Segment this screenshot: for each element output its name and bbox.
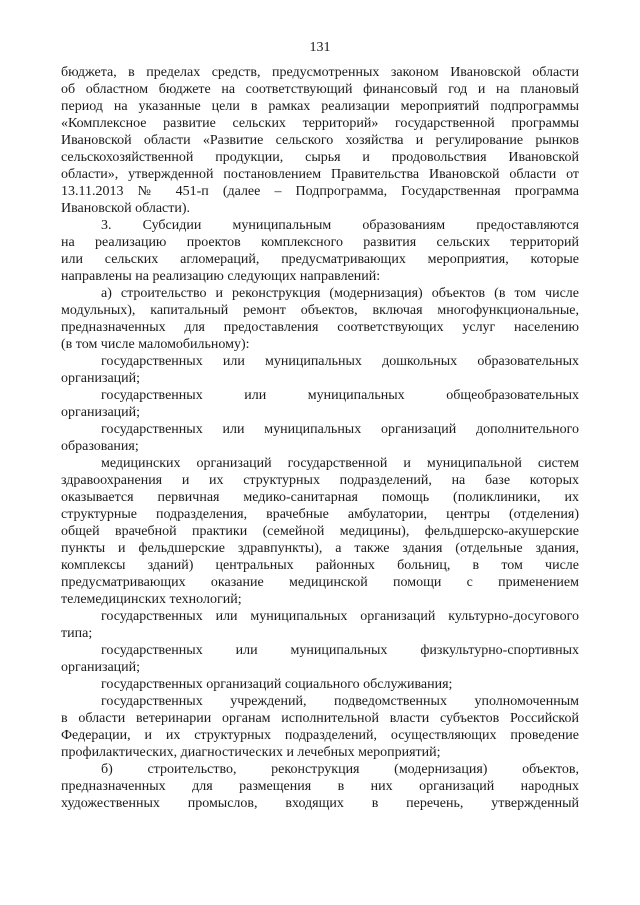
text-line: здравоохранения и их структурных подразделений, на базе которых	[61, 473, 579, 488]
text-line: государственных учреждений, подведомственных уполномоченным	[101, 694, 579, 709]
text-line: Ивановской области «Развитие сельского хозяйства и регулирование рынков	[61, 133, 579, 148]
text-line: модульных), капитальный ремонт объектов, включая многофункциональные,	[61, 303, 579, 318]
text-line: художественных промыслов, входящих в перечень, утвержденный	[61, 796, 579, 811]
text-line: предназначенных для предоставления соответствующих услуг населению	[61, 320, 579, 335]
text-line: а) строительство и реконструкция (модернизация) объектов (в том числе	[101, 286, 579, 301]
text-line: телемедицинских технологий;	[61, 592, 242, 607]
text-line: 13.11.2013 № 451-п (далее – Подпрограмма, Государственная программа	[61, 184, 579, 199]
text-line: государственных или муниципальных дошкольных образовательных	[101, 354, 579, 369]
page-number: 131	[309, 40, 331, 55]
text-line: направлены на реализацию следующих направлений:	[61, 269, 381, 284]
text-line: предназначенных для размещения в них организаций народных	[61, 779, 579, 794]
text-line: оказывается первичная медико-санитарная помощь (поликлиники, их	[61, 490, 579, 505]
text-line: в области ветеринарии органам исполнительной власти субъектов Российской	[61, 711, 579, 726]
text-line: государственных организаций социального обслуживания;	[101, 677, 453, 692]
text-line: пункты и фельдшерские здравпункты), а также здания (отдельные здания,	[61, 541, 579, 556]
text-line: период на указанные цели в рамках реализации мероприятий подпрограммы	[61, 99, 579, 114]
text-line: (в том числе маломобильному):	[61, 337, 250, 352]
text-line: 3. Субсидии муниципальным образованиям предоставляются	[101, 218, 579, 233]
text-line: общей врачебной практики (семейной медицины), фельдшерско-акушерские	[61, 524, 579, 539]
text-line: Ивановской области).	[61, 201, 191, 216]
text-line: на реализацию проектов комплексного развития сельских территорий	[61, 235, 579, 250]
text-line: Федерации, и их структурных подразделений, осуществляющих проведение	[61, 728, 579, 743]
text-line: государственных или муниципальных организаций дополнительного	[101, 422, 579, 437]
text-line: предусматривающих оказание медицинской помощи с применением	[61, 575, 579, 590]
text-line: государственных или муниципальных физкультурно-спортивных	[101, 643, 579, 658]
text-line: типа;	[61, 626, 93, 641]
text-line: структурные подразделения, врачебные амбулатории, центры (отделения)	[61, 507, 579, 522]
text-line: государственных или муниципальных общеобразовательных	[101, 388, 579, 403]
text-line: об областном бюджете на соответствующий финансовый год и на плановый	[61, 82, 579, 97]
text-line: или сельских агломераций, предусматривающих мероприятия, которые	[61, 252, 579, 267]
text-line: области», утвержденной постановлением Правительства Ивановской области от	[61, 167, 579, 182]
text-line: комплексы зданий) центральных районных больниц, в том числе	[61, 558, 579, 573]
text-line: «Комплексное развитие сельских территорий» государственной программы	[61, 116, 579, 131]
text-line: организаций;	[61, 371, 141, 386]
text-line: б) строительство, реконструкция (модернизация) объектов,	[101, 762, 579, 777]
text-line: организаций;	[61, 660, 141, 675]
body-text	[61, 64, 579, 812]
text-line: профилактических, диагностических и лечебных мероприятий;	[61, 745, 441, 760]
text-line: сельскохозяйственной продукции, сырья и продовольствия Ивановской	[61, 150, 579, 165]
text-line: организаций;	[61, 405, 141, 420]
text-line: государственных или муниципальных организаций культурно-досугового	[101, 609, 579, 624]
text-line: бюджета, в пределах средств, предусмотренных законом Ивановской области	[61, 65, 579, 80]
text-line: образования;	[61, 439, 139, 454]
text-line: медицинских организаций государственной и муниципальной систем	[101, 456, 579, 471]
